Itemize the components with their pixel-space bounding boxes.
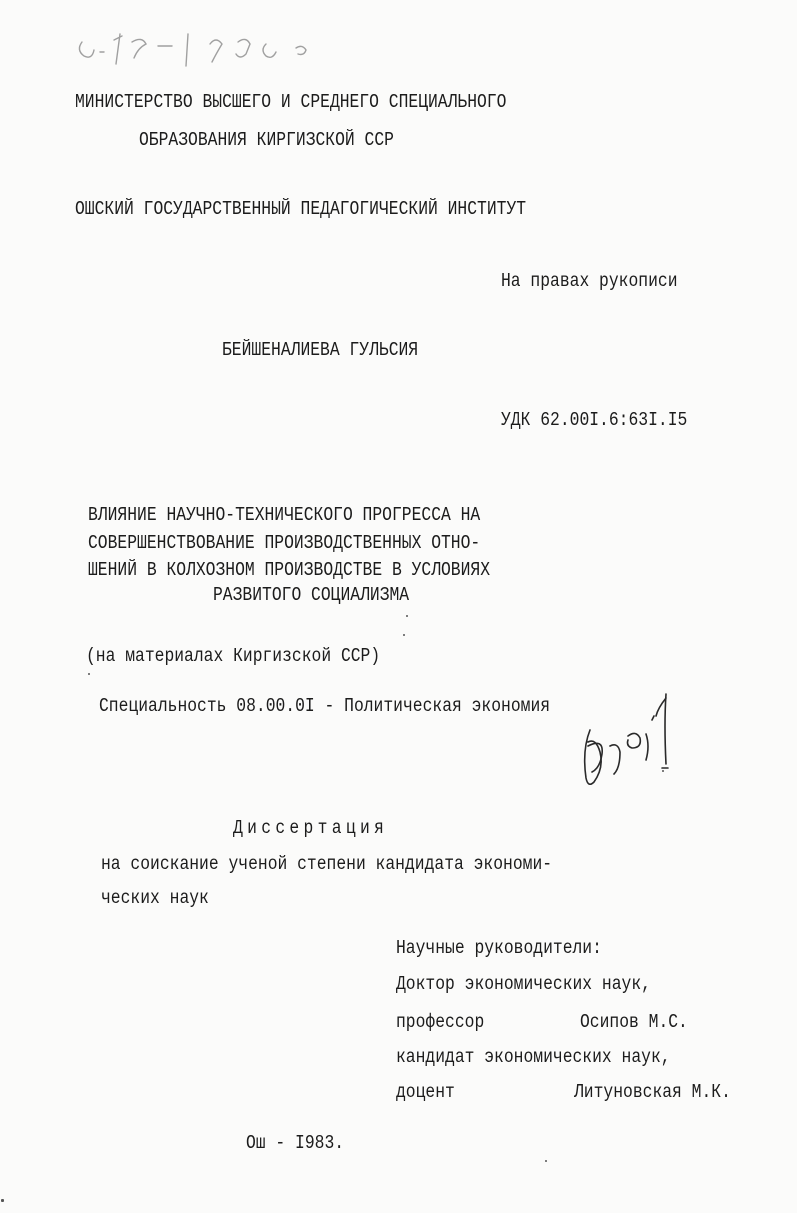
supervisor-1-name: Осипов М.С. — [580, 1011, 688, 1033]
supervisor-1-title: профессор — [396, 1011, 485, 1033]
title-line-4: РАЗВИТОГО СОЦИАЛИЗМА — [213, 584, 410, 606]
pencil-archive-number — [70, 22, 330, 72]
title-line-3: ШЕНИЙ В КОЛХОЗНОМ ПРОИЗВОДСТВЕ В УСЛОВИЯХ — [88, 559, 491, 581]
ink-speck — [406, 615, 408, 617]
handwritten-signature — [570, 690, 690, 800]
supervisor-1-degree: Доктор экономических наук, — [396, 973, 651, 995]
subtitle: (на материалах Киргизской ССР) — [86, 645, 381, 667]
dissertation-heading: Диссертация — [233, 817, 389, 839]
ink-speck — [403, 634, 405, 636]
title-line-2: СОВЕРШЕНСТВОВАНИЕ ПРОИЗВОДСТВЕННЫХ ОТНО- — [88, 532, 481, 554]
ink-speck — [662, 770, 664, 772]
supervisors-heading: Научные руководители: — [396, 937, 602, 959]
ministry-line-2: ОБРАЗОВАНИЯ КИРГИЗСКОЙ ССР — [139, 129, 394, 151]
specialty: Специальность 08.00.0I - Политическая экономия — [99, 695, 551, 717]
supervisor-2-degree: кандидат экономических наук, — [396, 1046, 671, 1068]
place-and-year: Ош - I983. — [246, 1132, 345, 1154]
dissertation-purpose-line-1: на соискание ученой степени кандидата экономи- — [101, 853, 553, 875]
ministry-line-1: МИНИСТЕРСТВО ВЫСШЕГО И СРЕДНЕГО СПЕЦИАЛЬНОГО — [75, 91, 507, 113]
title-line-1: ВЛИЯНИЕ НАУЧНО-ТЕХНИЧЕСКОГО ПРОГРЕССА НА — [88, 504, 481, 526]
author-name: БЕЙШЕНАЛИЕВА ГУЛЬСИЯ — [222, 339, 419, 361]
udk-code: УДК 62.00I.6:63I.I5 — [501, 409, 688, 431]
dissertation-purpose-line-2: ческих наук — [101, 887, 209, 909]
ink-speck — [88, 673, 90, 675]
supervisor-2-name: Литуновская М.К. — [574, 1081, 731, 1103]
supervisor-2-title: доцент — [396, 1081, 455, 1103]
ink-speck — [1, 1199, 4, 1202]
institute-name: ОШСКИЙ ГОСУДАРСТВЕННЫЙ ПЕДАГОГИЧЕСКИЙ ИНСТИТУТ — [75, 198, 527, 220]
ink-speck — [545, 1160, 547, 1162]
rights-notice: На правах рукописи — [501, 270, 678, 292]
